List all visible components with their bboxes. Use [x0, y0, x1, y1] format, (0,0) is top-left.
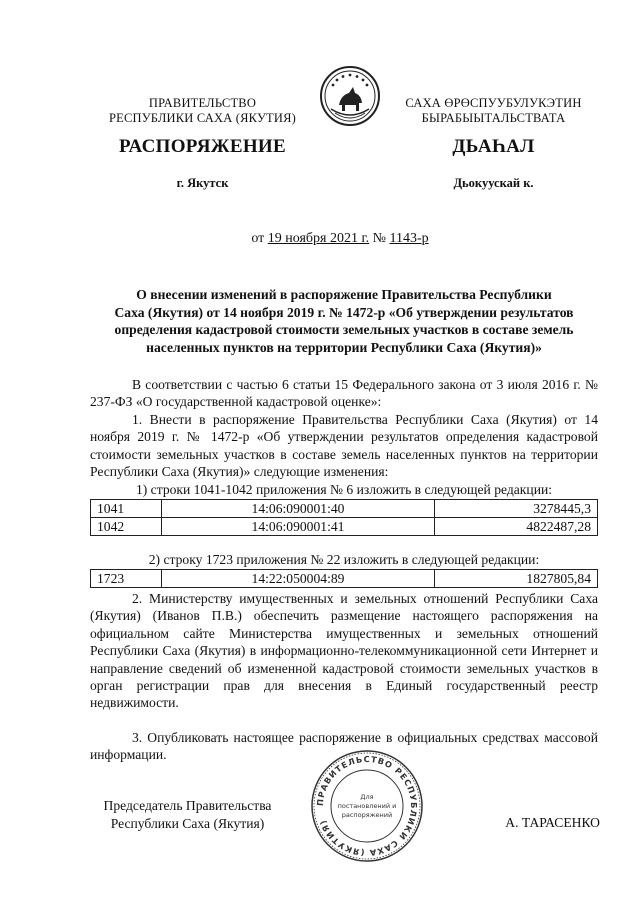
amend-table-2: [90, 569, 598, 588]
subject-line: Саха (Якутия) от 14 ноября 2019 г. № 1472-р «Об утверждении результатов: [114, 304, 574, 320]
position-line: Республики Саха (Якутия): [110, 816, 265, 831]
table-row: [91, 500, 598, 518]
sub-item-1: 1) строки 1041-1042 приложения № 6 изложить в следующей редакции:: [135, 482, 553, 497]
intro-paragraph: В соответствии с частью 6 статьи 15 Федерального закона от 3 июля 2016 г. № 237-ФЗ «О государственной кадастровой оценке»:: [90, 377, 598, 410]
issuer-left-line2: РЕСПУБЛИКИ САХА (ЯКУТИЯ): [109, 111, 296, 125]
table-row: [91, 518, 598, 536]
table-row: [91, 570, 598, 588]
cadastral-value-cell: 3278445,3: [435, 500, 598, 518]
subject-line: О внесении изменений в распоряжение Правительства Республики: [136, 287, 552, 302]
date-number-line: [90, 231, 590, 247]
cadastral-number-cell: 14:22:050004:89: [162, 570, 435, 588]
coat-of-arms-icon: [319, 65, 381, 127]
cadastral-number-cell: 14:06:090001:41: [162, 518, 435, 536]
seal-inner-line: постановлений и: [337, 802, 397, 810]
sub-item-2: 2) строку 1723 приложения № 22 изложить в следующей редакции:: [148, 552, 540, 567]
item-2-paragraph: 2. Министерству имущественных и земельных отношений Республики Саха (Якутия) (Иванов П.В.) обеспечить размещение настоящего распоряжения на официальном сайте Министерства имущественных и земельных отношений Республики Саха (Якутия) в информационно-телекоммуникационной сети Интернет и направление сведений об измененной кадастровой стоимости земельных участков в орган регистрации прав для внесения в Единый государственный реестр недвижимости.: [90, 591, 598, 711]
subject-line: населенных пунктов на территории Республики Саха (Якутия)»: [146, 339, 542, 355]
cadastral-value-cell: 4822487,28: [435, 518, 598, 536]
row-number-cell: 1723: [91, 570, 162, 588]
doc-type-title-ru: РАСПОРЯЖЕНИЕ: [119, 136, 286, 157]
cadastral-number-cell: 14:06:090001:40: [162, 500, 435, 518]
issuer-left-line1: ПРАВИТЕЛЬСТВО: [148, 96, 257, 110]
seal-ring-text: ПРАВИТЕЛЬСТВО РЕСПУБЛИКИ САХА (ЯКУТИЯ): [314, 753, 420, 859]
issuer-left: [100, 96, 305, 126]
seal-inner-line: Для: [360, 793, 374, 801]
subject-line: определения кадастровой стоимости земельных участков в составе земель: [114, 322, 574, 337]
position-line: Председатель Правительства: [103, 798, 272, 813]
doc-subject: [88, 286, 600, 356]
row-number-cell: 1042: [91, 518, 162, 536]
row-number-cell: 1041: [91, 500, 162, 518]
issuer-right-line1: САХА ӨРӨСПУУБУЛУКЭТИН: [405, 96, 582, 110]
item-1-paragraph: 1. Внести в распоряжение Правительства Республики Саха (Якутия) от 14 ноября 2019 г. № 1472-р «Об утверждении результатов определения кадастровой стоимости земельных участков в составе земель населенных пунктов на территории Республики Саха (Якутия)» следующие изменения:: [90, 412, 598, 480]
city-ru: г. Якутск: [176, 176, 229, 190]
doc-number: 1143-р: [389, 231, 429, 246]
date-prefix: от: [251, 231, 268, 246]
item-3-paragraph: 3. Опубликовать настоящее распоряжение в официальных средствах массовой информации.: [90, 730, 598, 763]
doc-date: 19 ноября 2021 г.: [267, 231, 370, 246]
signatory-position: [90, 797, 285, 833]
city-sah: Дьокуускай к.: [453, 176, 534, 190]
seal-inner-line: распоряжений: [341, 811, 393, 819]
issuer-right-line2: БЫРАБЫЫТАЛЬСТВАТА: [421, 111, 566, 125]
number-sign: №: [369, 231, 390, 246]
amend-table-1: [90, 499, 598, 536]
signatory-name: А. ТАРАСЕНКО: [505, 815, 600, 830]
official-seal-icon: [309, 748, 425, 864]
doc-type-title-sah: ДЬАҺАЛ: [452, 136, 535, 157]
issuer-right: [396, 96, 591, 126]
cadastral-value-cell: 1827805,84: [435, 570, 598, 588]
